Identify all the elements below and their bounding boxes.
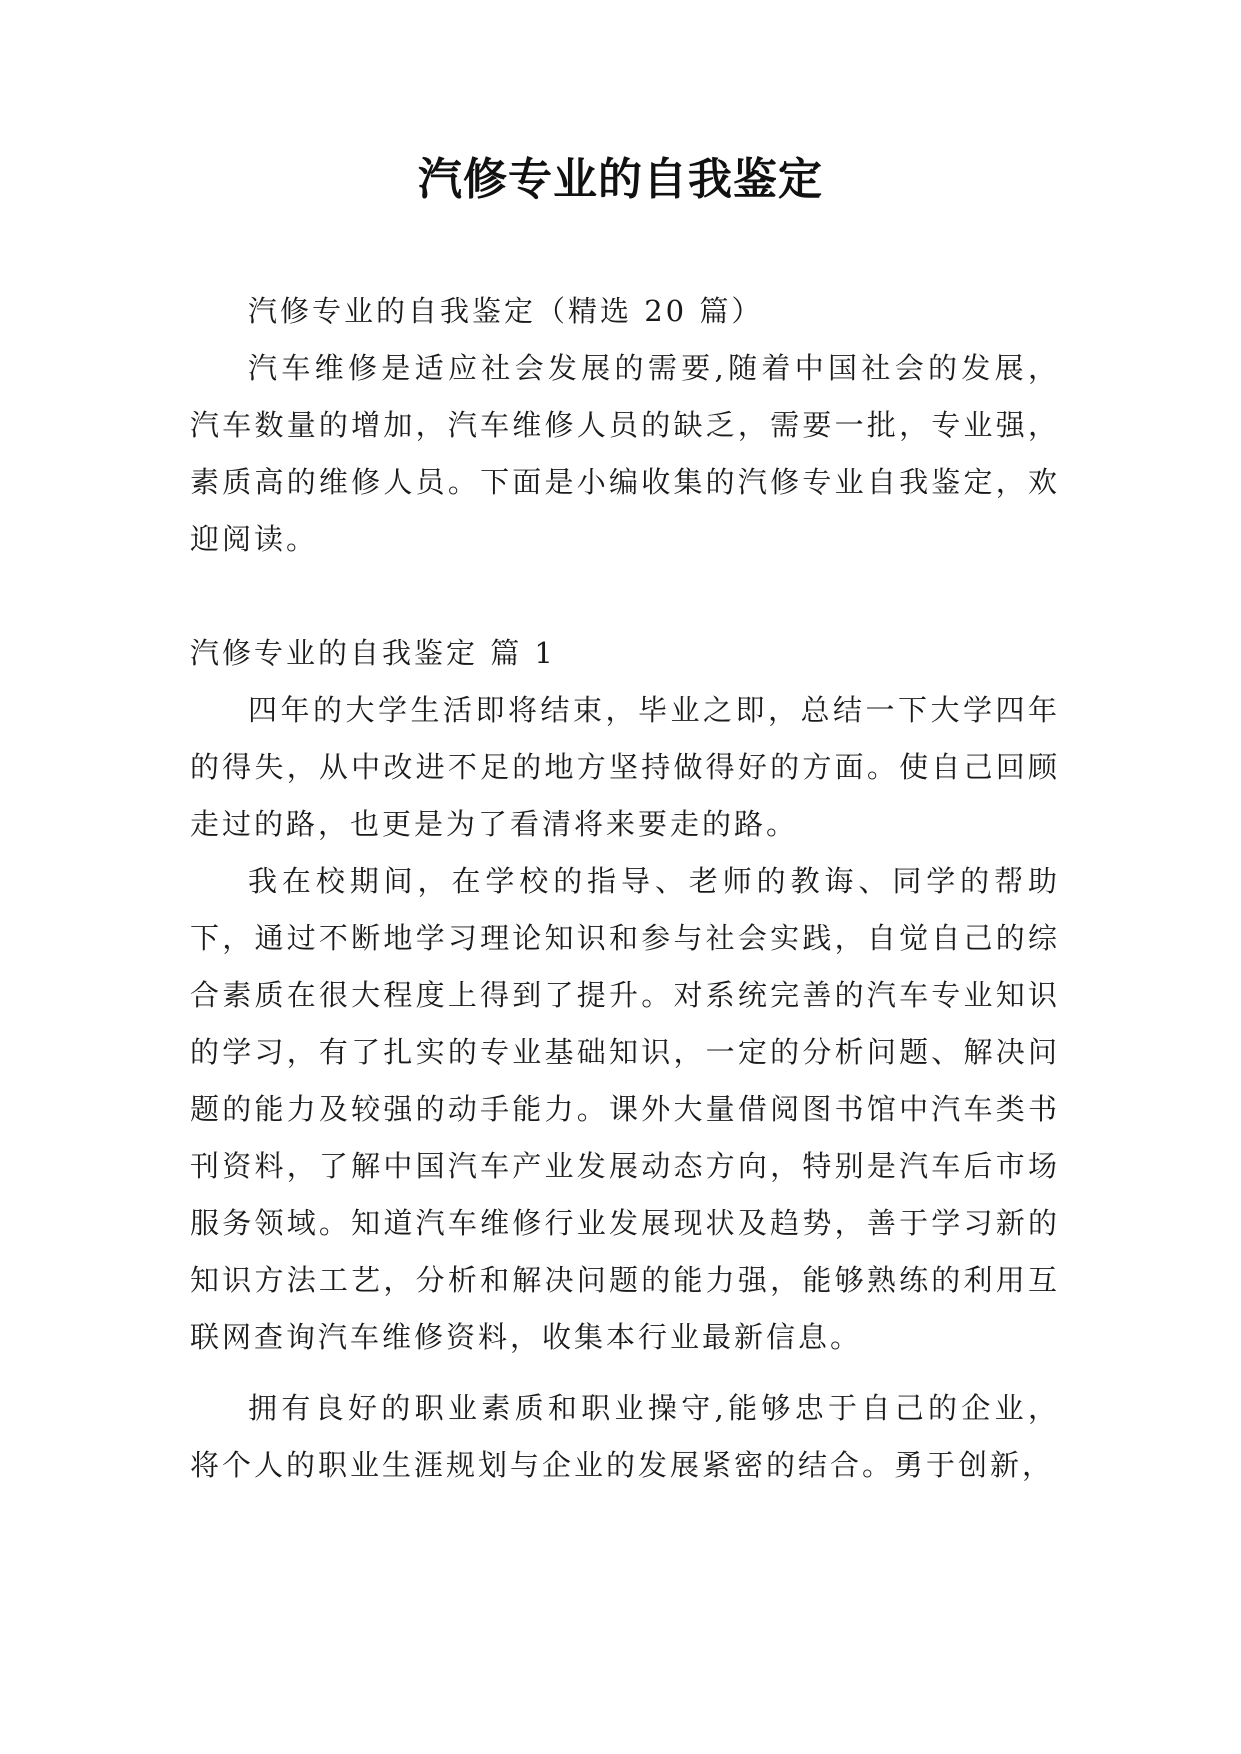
section-gap [190,568,1060,625]
body-paragraph: 四年的大学生活即将结束，毕业之即，总结一下大学四年的得失，从中改进不足的地方坚持做得好的方面。使自己回顾走过的路，也更是为了看清将来要走的路。 [190,693,1060,841]
body-paragraph: 拥有良好的职业素质和职业操守,能够忠于自己的企业，将个人的职业生涯规划与企业的发展紧密的结合。勇于创新， [190,1391,1060,1482]
document-subtitle: 汽修专业的自我鉴定（精选 20 篇） [248,294,764,328]
document-body [190,283,1060,1494]
body-paragraph: 我在校期间，在学校的指导、老师的教诲、同学的帮助下，通过不断地学习理论知识和参与社会实践，自觉自己的综合素质在很大程度上得到了提升。对系统完善的汽车专业知识的学习，有了扎实的专业基础知识，一定的分析问题、解决问题的能力及较强的动手能力。课外大量借阅图书馆中汽车类书刊资料，了解中国汽车产业发展动态方向，特别是汽车后市场服务领域。知道汽车维修行业发展现状及趋势，善于学习新的知识方法工艺，分析和解决问题的能力强，能够熟练的利用互联网查询汽车维修资料，收集本行业最新信息。 [190,864,1060,1354]
intro-paragraph: 汽车维修是适应社会发展的需要,随着中国社会的发展，汽车数量的增加，汽车维修人员的缺乏，需要一批，专业强，素质高的维修人员。下面是小编收集的汽修专业自我鉴定，欢迎阅读。 [190,351,1060,556]
section-heading: 汽修专业的自我鉴定 篇 1 [190,636,556,670]
paragraph-gap [190,1366,1060,1380]
page-title: 汽修专业的自我鉴定 [418,154,823,205]
